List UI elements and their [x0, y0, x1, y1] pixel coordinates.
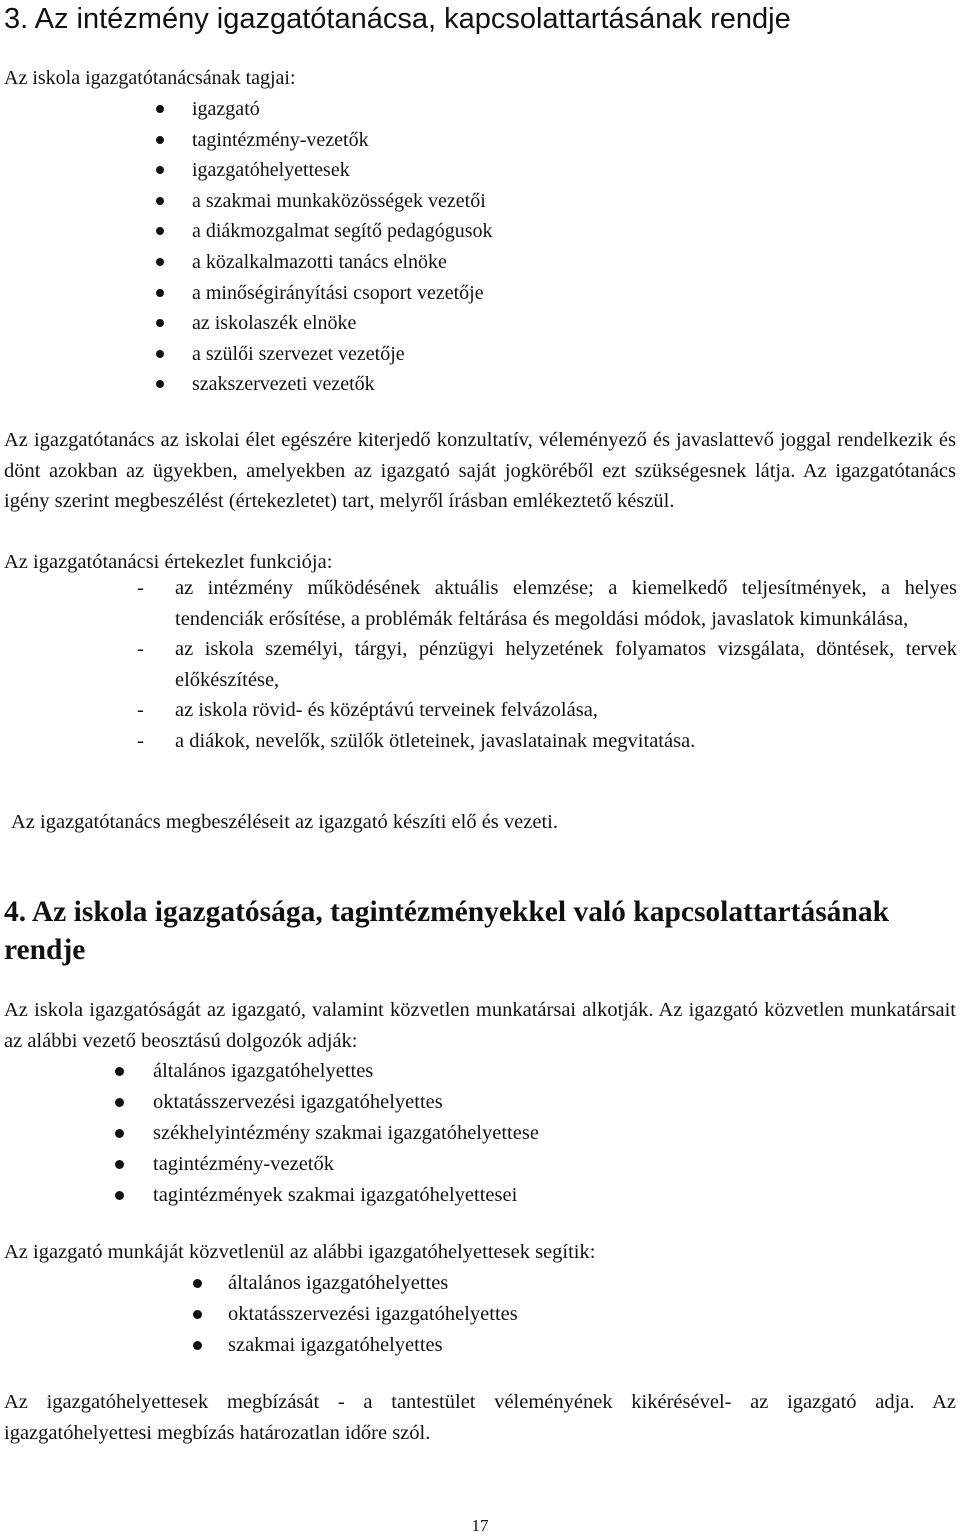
list-item: tagintézmény-vezetők — [192, 125, 492, 156]
list-item: a minőségirányítási csoport vezetője — [192, 278, 492, 309]
list-item: a diákmozgalmat segítő pedagógusok — [192, 216, 492, 247]
helpers-intro: Az igazgató munkáját közvetlenül az alábbi igazgatóhelyettesek segítik: — [4, 1241, 596, 1263]
igazgatosag-paragraph: Az iskola igazgatóságát az igazgató, valamint közvetlen munkatársai alkotják. Az igazgató közvetlen munkatársait az alábbi vezető beosztású dolgozók adják: — [4, 999, 956, 1052]
functions-list — [137, 573, 957, 756]
members-list — [192, 94, 492, 400]
dash-marker: - — [137, 729, 144, 752]
list-item — [137, 634, 957, 695]
list-item: az iskolaszék elnöke — [192, 308, 492, 339]
list-item — [137, 573, 957, 634]
list-item: szakszervezeti vezetők — [192, 369, 492, 400]
section-4-heading: 4. Az iskola igazgatósága, tagintézményekkel való kapcsolattartásának rendje — [4, 896, 889, 966]
dash-marker: - — [137, 638, 144, 660]
list-item: oktatásszervezési igazgatóhelyettes — [153, 1087, 539, 1118]
dash-marker: - — [137, 577, 144, 599]
list-item: tagintézmény-vezetők — [153, 1149, 539, 1180]
section-3-heading: 3. Az intézmény igazgatótanácsa, kapcsolattartásának rendje — [4, 3, 791, 35]
list-item: oktatásszervezési igazgatóhelyettes — [228, 1299, 518, 1330]
list-item-text: az intézmény működésének aktuális elemzése; a kiemelkedő teljesítmények, a helyes tendenciák erősítése, a problémák feltárása és megoldási módok, javaslatok kimunkálása, — [175, 577, 957, 630]
staff-list — [153, 1056, 539, 1211]
closing-sentence: Az igazgatótanács megbeszéléseit az igazgató készíti elő és vezeti. — [11, 811, 558, 833]
list-item: a közalkalmazotti tanács elnöke — [192, 247, 492, 278]
helpers-list — [228, 1268, 518, 1361]
list-item-text: az iskola személyi, tárgyi, pénzügyi helyzetének folyamatos vizsgálata, döntések, tervek előkészítése, — [175, 638, 957, 691]
list-item: a szülői szervezet vezetője — [192, 339, 492, 370]
dash-marker: - — [137, 699, 144, 721]
list-item: tagintézmények szakmai igazgatóhelyettesei — [153, 1180, 539, 1211]
list-item — [137, 695, 957, 726]
list-item: a szakmai munkaközösségek vezetői — [192, 186, 492, 217]
deputy-appointment-paragraph: Az igazgatóhelyettesek megbízását - a tantestület véleményének kikérésével- az igazgató adja. Az igazgatóhelyettesi megbízás határozatlan időre szól. — [4, 1391, 956, 1444]
page-number: 17 — [471, 1516, 489, 1535]
list-item: székhelyintézmény szakmai igazgatóhelyettese — [153, 1118, 539, 1149]
list-item — [137, 726, 957, 757]
igazgatotanacs-paragraph: Az igazgatótanács az iskolai élet egészére kiterjedő konzultatív, véleményező és javaslattevő joggal rendelkezik és dönt azokban az ügyekben, amelyekben az igazgató saját jogköréből ezt szükségesnek látja. Az igazgatótanács igény szerint megbeszélést (értekezletet) tart, melyről írásban emlékeztető készül. — [4, 429, 956, 512]
members-intro: Az iskola igazgatótanácsának tagjai: — [4, 67, 296, 89]
list-item: szakmai igazgatóhelyettes — [228, 1330, 518, 1361]
list-item-text: az iskola rövid- és középtávú terveinek felvázolása, — [175, 699, 598, 721]
list-item: általános igazgatóhelyettes — [153, 1056, 539, 1087]
list-item: igazgató — [192, 94, 492, 125]
list-item: általános igazgatóhelyettes — [228, 1268, 518, 1299]
list-item: igazgatóhelyettesek — [192, 155, 492, 186]
list-item-text: a diákok, nevelők, szülők ötleteinek, javaslatainak megvitatása. — [175, 729, 696, 752]
function-intro: Az igazgatótanácsi értekezlet funkciója: — [4, 551, 333, 573]
